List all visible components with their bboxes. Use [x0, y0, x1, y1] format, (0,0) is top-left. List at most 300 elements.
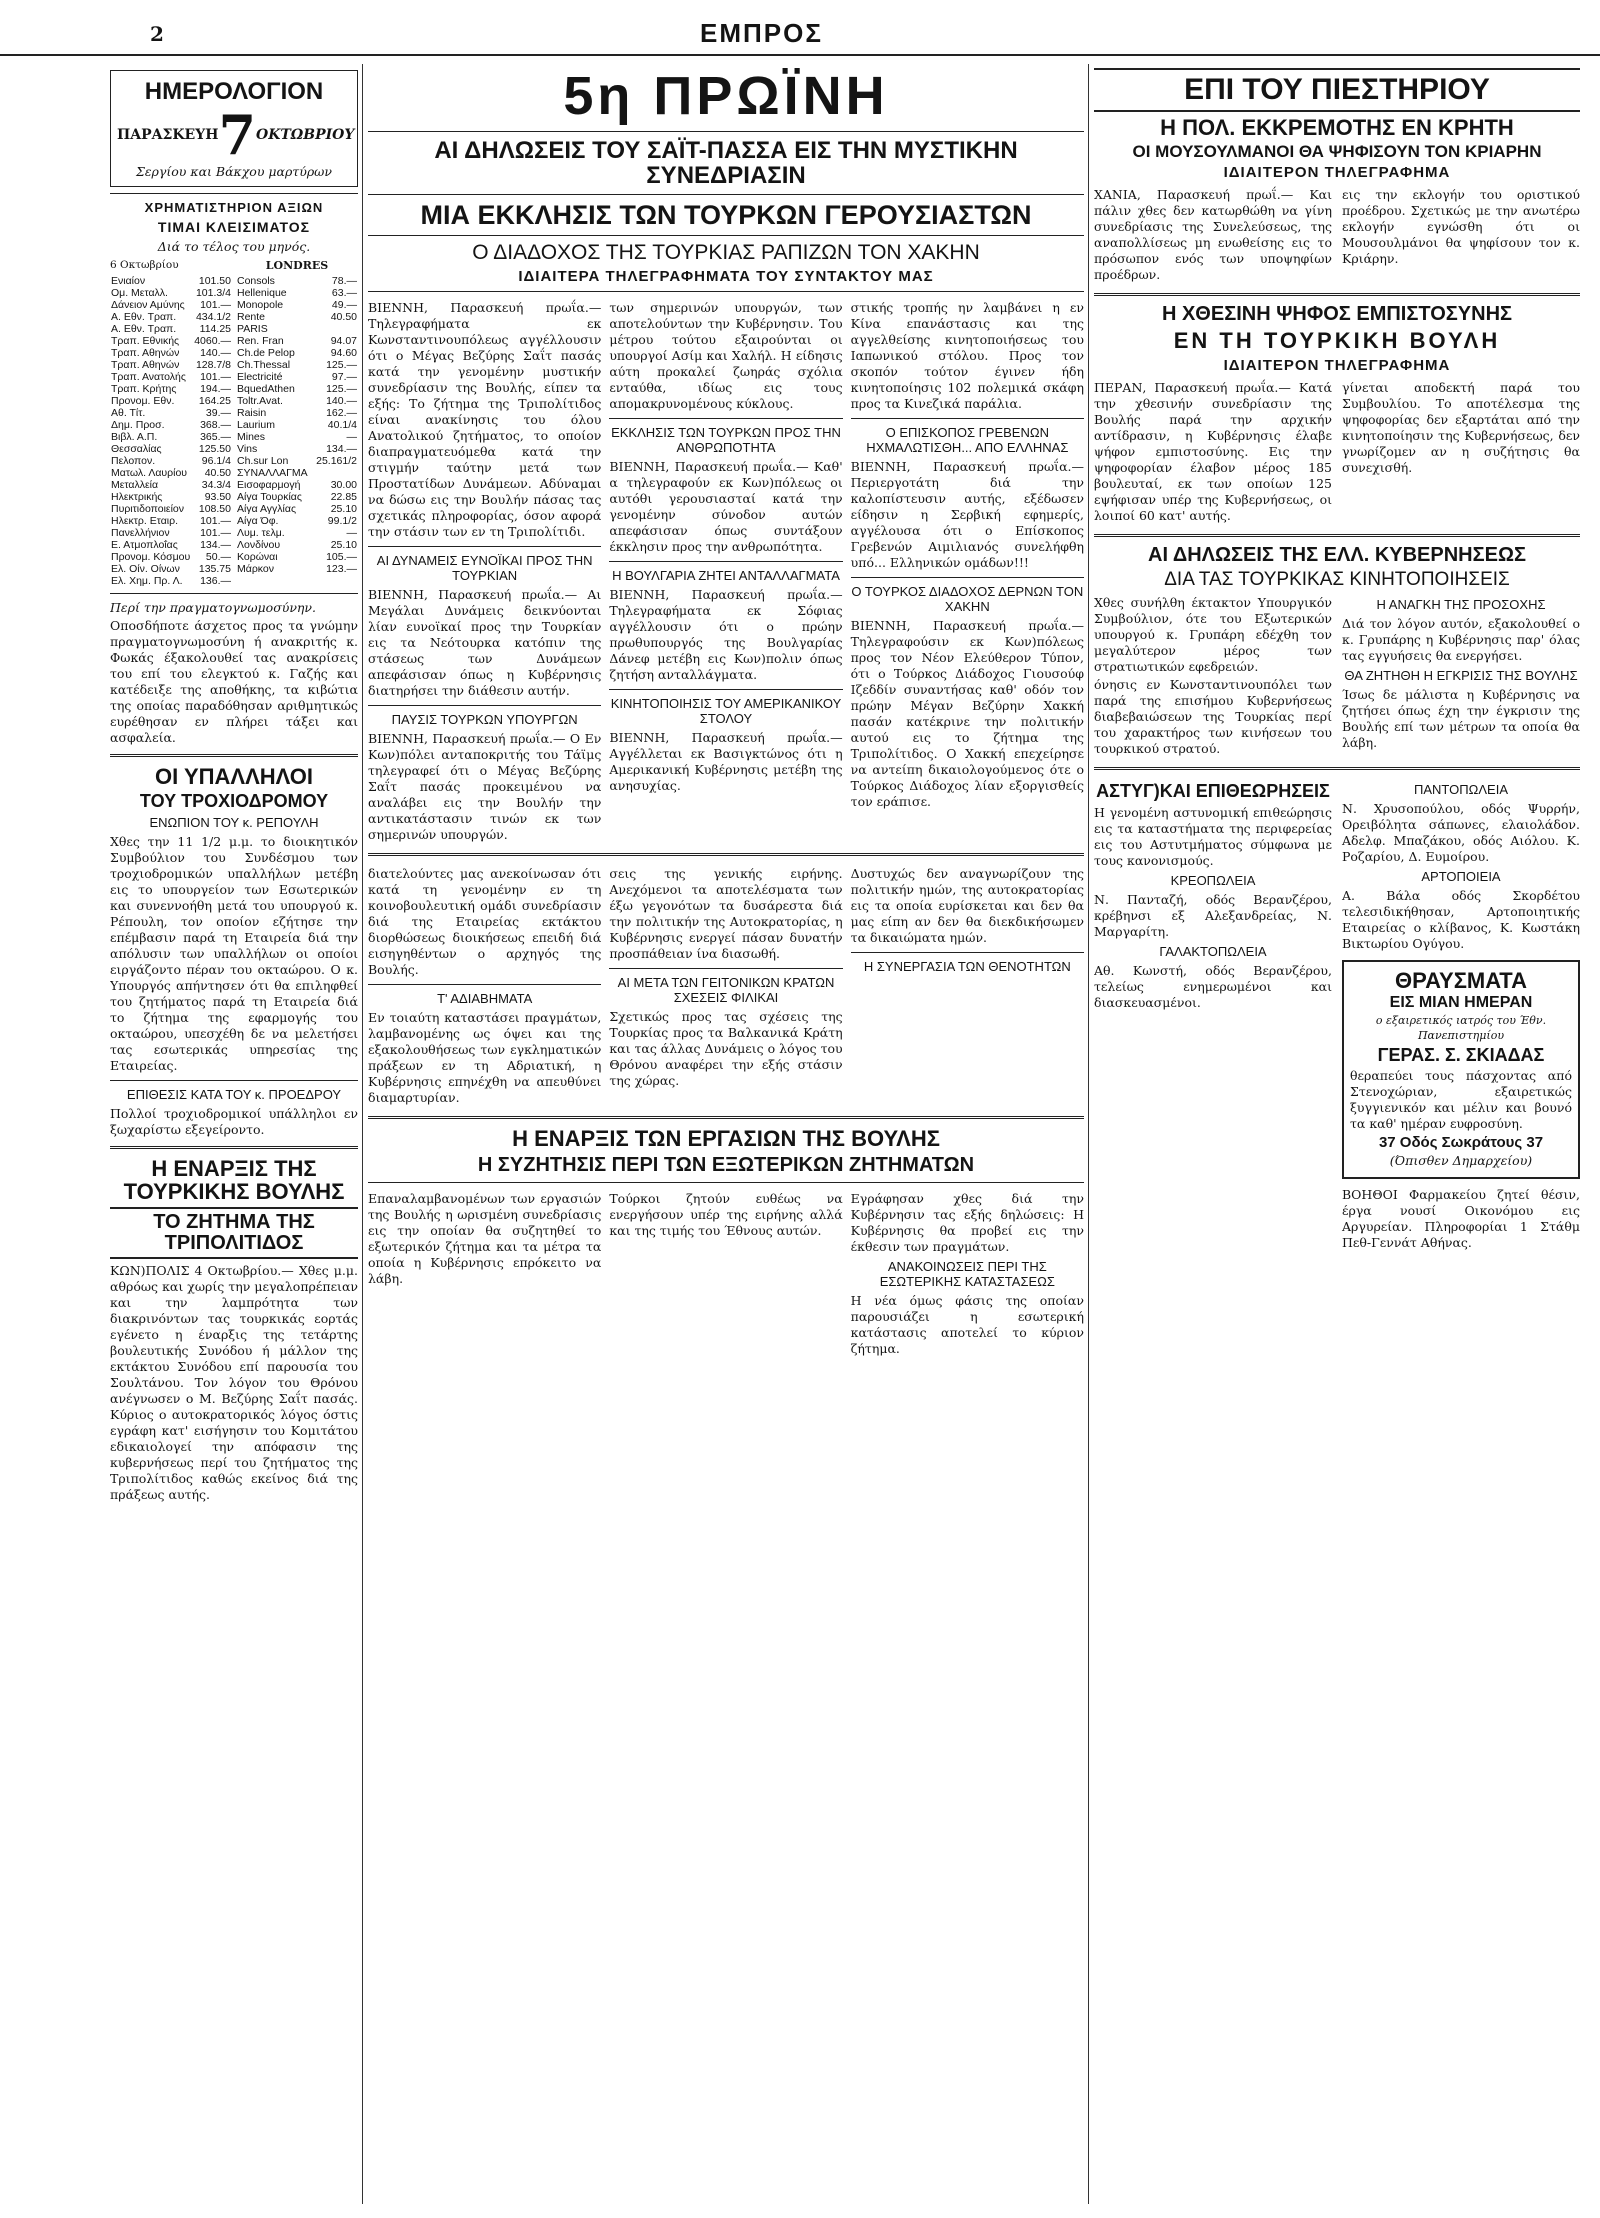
main-story-col-3 — [851, 298, 1084, 845]
rate-row — [110, 359, 232, 371]
rate-label: Ομ. Μεταλλ. — [111, 286, 168, 299]
attack-text: Πολλοί τροχιοδρομικοί υπάλληλοι εν ξωχαρίστω εξεγείροντο. — [110, 1105, 358, 1137]
heir-heading: Ο ΤΟΥΡΚΟΣ ΔΙΑΔΟΧΟΣ ΔΕΡΝΩΝ ΤΟΝ ΧΑΚΗΝ — [851, 584, 1084, 615]
rate-row — [236, 311, 358, 323]
rate-value: 63.— — [331, 287, 357, 300]
rate-label: Προνομ. Κόσμου — [111, 550, 191, 563]
main-subheadline-1: ΜΙΑ ΕΚΚΛΗΣΙΣ ΤΩΝ ΤΟΥΡΚΩΝ ΓΕΡΟΥΣΙΑΣΤΩΝ — [420, 200, 1032, 231]
assembly-text-1: Επαναλαμβανομένων των εργασιών της Βουλής η ωρισμένη συνεδρίασις εις την οποίαν θα συζητηθεί το εξωτερικόν ζήτημα και τα μέτρα τα οποία η Κυβέρνησις επρόκειτο να λάβη. — [368, 1190, 602, 1286]
divider — [110, 1146, 358, 1149]
rate-value — [313, 467, 358, 479]
rate-label: Ch.de Pelop — [237, 347, 295, 360]
ministers-heading: ΠΑΥΣΙΣ ΤΟΥΡΚΩΝ ΥΠΟΥΡΓΩΝ — [391, 712, 578, 728]
china-text: στικής τροπής ην λαμβάνει η εν Κίνα επανάστασις και της αγγελθείσης κινητοποιήσεως του Ιαπωνικού στόλου. Προς τον σκοπόν τούτον έγινεν ήδη κινητοποίησις 102 πολεμικά σκάφη προς τα Κινεζικά παράλια. — [850, 300, 1084, 412]
main-story-col-2 — [609, 298, 842, 845]
rate-label: Ηλεκτρικής — [111, 490, 163, 503]
calendar-date — [117, 103, 355, 168]
rate-label: Τραπ. Ανατολής — [111, 370, 186, 383]
ad-line-1: ΕΙΣ ΜΙΑΝ ΗΜΕΡΑΝ — [1389, 994, 1533, 1012]
approval-text: Ίσως δε μάλιστα η Κυβέρνησις να ζητήσει όπως έχη την έγκρισιν της Βουλής επί των μέτρων τα οποία θα λάβη. — [1342, 687, 1580, 751]
edition-overline: 5η ΠΡΩΪΝΗ — [563, 66, 889, 126]
rate-row — [110, 299, 232, 311]
bishop-heading: Ο ΕΠΙΣΚΟΠΟΣ ΓΡΕΒΕΝΩΝ ΗΧΜΑΛΩΤΙΣΘΗ... ΑΠΟ ΕΛΛΗΝΑΣ — [866, 425, 1069, 456]
rate-row — [236, 359, 358, 371]
rate-label: Δημ. Προσ. — [111, 418, 165, 431]
newspaper-title: ΕΜΠΡΟΣ — [700, 18, 823, 48]
rate-row — [110, 491, 232, 503]
divider — [368, 131, 1084, 132]
rate-row — [236, 539, 358, 551]
rate-value: 93.50 — [204, 490, 231, 503]
press-banner: ΕΠΙ ΤΟΥ ΠΙΕΣΤΗΡΙΟΥ — [1094, 68, 1580, 112]
appeal-text: ΒΙΕΝΝΗ, Παρασκευή πρωΐα.— Καθ' α τηλεγραφούν εκ Κων)πόλεως οι αυτόθι γερουσιασταί κατά την γενομένην σύνοδον αυτών απεφάσισαν όπως συντάξουν έκκλησιν προς την ανθρωπότητα. — [609, 459, 843, 555]
rate-value: 164.25 — [198, 394, 231, 407]
rate-value: 99.1/2 — [327, 515, 357, 528]
rate-label: Εισοφαρμογή — [237, 479, 301, 492]
divider — [368, 853, 1084, 856]
divider — [609, 561, 842, 562]
rate-label: Mines — [237, 431, 266, 444]
rate-label: Ματωλ. Λαυρίου — [111, 466, 188, 479]
rate-row — [236, 491, 358, 503]
rate-row — [110, 395, 232, 407]
inspections-text: Η γενομένη αστυνομική επιθεώρησις εις τα καταστήματα της περιφερείας εις του Αστυτμήματος σύμφωνα με τους κανονισμούς. — [1094, 805, 1332, 869]
rate-row — [236, 407, 358, 419]
rate-value: 78.— — [331, 275, 357, 288]
divider — [110, 1080, 358, 1081]
calendar-month: ΟΚΤΩΒΡΙΟΥ — [256, 127, 355, 144]
rate-label: Τραπ. Εθνικής — [111, 334, 180, 347]
rate-value: 368.— — [200, 418, 231, 431]
rate-row — [110, 515, 232, 527]
continuation-text: των σημερινών υπουργών, των αποτελούντων την Κυβέρνησιν. Του μέτρου τούτου εξαιρούνται οι υπουργοί Ασίμ και Χαλήλ. Η είδησις αύτη προκαλεί ζωηράς σχόλια ενταύθα, ιδίως εις τους απομακρυνομένους κύκλους. — [609, 300, 843, 412]
rate-value: 94.60 — [330, 347, 357, 360]
rate-row — [236, 275, 358, 287]
confidence-headline: Η ΧΘΕΣΙΝΗ ΨΗΦΟΣ ΕΜΠΙΣΤΟΣΥΝΗΣ — [1161, 303, 1513, 326]
rate-row — [110, 455, 232, 467]
rate-row — [110, 287, 232, 299]
rate-value: 96.1/4 — [201, 454, 231, 467]
rate-value: 30.00 — [330, 479, 357, 492]
middle-story-columns — [368, 864, 1084, 1108]
rate-row — [110, 311, 232, 323]
crete-columns — [1094, 185, 1580, 285]
divider — [110, 593, 358, 594]
rate-row — [236, 503, 358, 515]
appeal-heading: ΕΚΚΛΗΣΙΣ ΤΩΝ ΤΟΥΡΚΩΝ ΠΡΟΣ ΤΗΝ ΑΝΘΡΩΠΟΤΗΤΑ — [611, 425, 841, 456]
rate-label: Ε. Ατμοπλοΐας — [111, 538, 178, 551]
masthead — [0, 14, 1600, 56]
rate-label: Πελοπον. — [111, 454, 156, 467]
grocers-text: Ν. Χρυσοπούλου, οδός Ψυρρήν, Ορειβόλητα σάπωνες, ελαιολάδον. Αδελφ. Μπαζάκου, οδός Αιόλου. Κ. Ροζαρίου, Δ. Ευμοίρου. — [1342, 801, 1580, 865]
dairies-text: Αθ. Κωνστή, οδός Βερανζέρου, τελείως ενημερωμένοι και διασκευασμένοι. — [1094, 963, 1332, 1011]
divider — [609, 689, 842, 690]
middle-text-c: Δυστυχώς δεν αναγνωρίζουν της πολιτικήν ημών, της αυτοκρατορίας εις τα οποία ευρίσκεται και δεν θα μας είπη αν δεν θα διεκδικήσωμεν τα δικαιώματα ημών. — [850, 866, 1084, 946]
middle-col-3 — [851, 864, 1084, 1108]
rate-label: Α. Εθν. Τραπ. — [111, 322, 177, 335]
rate-value: 128.7/8 — [195, 358, 231, 371]
main-subheadline-3: ΙΔΙΑΙΤΕΡΑ ΤΗΛΕΓΡΑΦΗΜΑΤΑ ΤΟΥ ΣΥΝΤΑΚΤΟΥ ΜΑΣ — [518, 268, 934, 286]
rate-row — [110, 431, 232, 443]
rate-row — [110, 419, 232, 431]
rate-row — [236, 455, 358, 467]
rate-row — [110, 443, 232, 455]
rate-row — [236, 551, 358, 563]
rate-row — [236, 431, 358, 443]
rate-label: Αθ. Τίτ. — [111, 406, 146, 419]
rate-label: Αίγα Όφ. — [237, 515, 279, 528]
crete-tag: ΙΔΙΑΙΤΕΡΟΝ ΤΗΛΕΓΡΑΦΗΜΑ — [1223, 164, 1451, 182]
rate-label: Θεσσαλίας — [111, 442, 162, 455]
main-headline: ΑΙ ΔΗΛΩΣΕΙΣ ΤΟΥ ΣΑΪΤ-ΠΑΣΣΑ ΕΙΣ ΤΗΝ ΜΥΣΤΙΚΗΝ ΣΥΝΕΔΡΙΑΣΙΝ — [434, 136, 1018, 189]
rate-value: 105.— — [326, 551, 357, 564]
rate-label: Κορώναι — [237, 551, 278, 564]
rate-value: 123.— — [326, 563, 357, 576]
assembly-col-3 — [851, 1189, 1084, 1359]
heir-text: ΒΙΕΝΝΗ, Παρασκευή πρωΐα.— Τηλεγραφούσιν εκ Κων)πόλεως προς τον Νέον Ελεύθερον Τύπον, ότι ο Τούρκος Διάδοχος Γιουσούφ Ιζεδδίν συναντήσας καθ' οδόν τον πρώην Μέγαν Βεζύρην Χακκή πασάν κατέκρινε την πολιτικήν αυτού εις το ζήτημα της Τριπολίτιδος. Ο Χακκή επεχείρησε να αντείπη δικαιολογούμενος ότε ο Τούρκος Διάδοχος λίαν εξοργισθείς τον εράπισε. — [850, 618, 1084, 810]
rate-row — [110, 551, 232, 563]
rate-row — [236, 383, 358, 395]
rate-label: PARIS — [237, 323, 268, 336]
divider — [851, 418, 1084, 419]
rate-row — [110, 275, 232, 287]
rate-value: 50.— — [205, 550, 231, 563]
rate-value: 101.50 — [198, 274, 231, 287]
listings-col-1 — [1094, 778, 1332, 1252]
rates-date: 6 Οκτωβρίου — [110, 259, 179, 272]
ad-address-2: (Όπισθεν Δημαρχείου) — [1389, 1152, 1533, 1168]
confidence-text: ΠΕΡΑΝ, Παρασκευή πρωΐα.— Κατά την χθεσινήν συνεδρίασιν της Βουλής παρά την αρχικήν αντίδρασιν, η Κυβέρνησις έλαβε ψήφον εμπιστοσύνης. Εις την ψηφοφορίαν έλαβον μέρος 185 βουλευταί, εκ των οποίων 125 εψήφισαν υπέρ της Κυβερνήσεως, οι λοιποί 60 κατ' αυτής. — [1094, 379, 1332, 523]
ministers-text: ΒΙΕΝΝΗ, Παρασκευή πρωΐα.— Ο Εν Κων)πόλει ανταποκριτής του Τάϊμς τηλεγραφεί ότι ο Μέγας Βεζύρης Σαΐτ πασάς προκειμένου να αναλάβει εις την Βουλήν την αντικατάστασιν τινών εκ των σημερινών υπουργών. — [368, 731, 602, 843]
rate-row — [110, 539, 232, 551]
statements-col-1 — [1094, 593, 1332, 759]
butchers-text: Ν. Πανταζή, οδός Βερανζέρου, κρέβηνσι εξ Αλεξανδρείας, Ν. Μαργαρίτη. — [1094, 892, 1332, 940]
rate-row — [236, 371, 358, 383]
middle-text-a: διατελούντες μας ανεκοίνωσαν ότι κατά τη γενομένην εν τη κοινοβουλευτική ομάδι συνεδρίασιν διά της Εταιρείας εκτάκτου διορθώσεως διοικήσεως επειδή διά εισηγηθέντων ο αρχηγός της Βουλής. — [368, 866, 602, 978]
calendar-box — [110, 70, 358, 187]
rate-label: Ch.sur Lon — [237, 455, 289, 468]
assembly-text-3: Εγράφησαν χθες διά την Κυβέρνησιν τας εξής δηλώσεις: Η Κυβέρνησις θα προβεί εις την έκθεσιν των πραγμάτων. — [850, 1190, 1084, 1254]
rate-label: Monopole — [237, 299, 284, 312]
rate-label: Λονδίνου — [237, 539, 281, 552]
rate-row — [110, 335, 232, 347]
rate-value: 101.— — [200, 526, 231, 539]
rate-value: 40.50 — [330, 311, 357, 324]
grocers-heading: ΠΑΝΤΟΠΩΛΕΙΑ — [1413, 782, 1508, 798]
divider — [110, 754, 358, 757]
rate-row — [110, 575, 232, 587]
rate-value: 162.— — [326, 407, 357, 420]
divider — [1094, 767, 1580, 770]
rate-label: Μάρκον — [237, 563, 275, 576]
rate-value: 4060.— — [194, 334, 231, 347]
rate-row — [110, 527, 232, 539]
rates-left-table — [110, 275, 232, 587]
crete-text: ΧΑΝΙΑ, Παρασκευή πρωΐ.— Και πάλιν χθες δεν κατωρθώθη να γίνη συνεδρίασις της Συνελεύσεως, της αναπολλίσεως μη ενωθείσης εις το πρόσωπον ενός των υποψηφίων προέδρων. — [1094, 187, 1332, 283]
bakeries-heading: ΑΡΤΟΠΟΙΕΙΑ — [1421, 869, 1501, 885]
rate-row — [236, 443, 358, 455]
column-center — [368, 64, 1084, 1359]
rate-row — [236, 479, 358, 491]
divider — [851, 952, 1084, 953]
rate-value: 134.— — [326, 443, 357, 456]
page-number: 2 — [150, 22, 164, 46]
assembly-headline: Η ΕΝΑΡΞΙΣ ΤΩΝ ΕΡΓΑΣΙΩΝ ΤΗΣ ΒΟΥΛΗΣ — [512, 1126, 940, 1152]
rate-value: 40.50 — [204, 466, 231, 479]
crete-text-2: εις την εκλογήν του οριστικού προέδρου. Σχετικώς με την ανωτέρω εκλογήν εγνώσθη ότι οι Μουσουλμάνοι θα ψηφίσουν τον κ. Κριάρην. — [1342, 187, 1580, 267]
rates-table — [110, 257, 358, 586]
confidence-text-2: γίνεται αποδεκτή παρά του Συμβουλίου. Το αποτέλεσμα της ψηφοφορίας δεν εξαρτάται από την κινητοποίησιν της Κυβερνήσεως, δεν γνωρίζομεν αν η συζήτησις θα συνεχισθή. — [1342, 379, 1580, 475]
confidence-tag: ΙΔΙΑΙΤΕΡΟΝ ΤΗΛΕΓΡΑΦΗΜΑ — [1223, 356, 1451, 374]
story-title: ΟΙ ΥΠΑΛΛΗΛΟΙ — [155, 763, 313, 789]
inspections-heading: ΑΣΤΥΓ)ΚΑΙ ΕΠΙΘΕΩΡΗΣΕΙΣ — [1096, 781, 1330, 802]
parliament-text: ΚΩΝ)ΠΟΛΙΣ 4 Οκτωβρίου.— Χθες μ.μ. αθρόως και χωρίς την μεγαλοπρέπειαν και την λαμπρότητα των διακρινόντων τας τουρκικάς εορτάς εγένετο η έναρξις της τετάρτης βουλευτικής Συνόδου ή μάλλον της εκτάκτου Συνόδου επί παρουσία του Σουλτάνου. Τον λόγον του Θρόνου ανέγνωσεν ο Μ. Βεζύρης Σαΐτ πασάς. Κύριος ο αυτοκρατορικός λόγος όστις εγράφη κατ' εισήγησιν του Κομιτάτου εδικαιολογεί την απόφασιν της κυβερνήσεως περί του ζητήματος της Τριπολίτιδος καθώς εκείνος διά της πράξεως αυτής. — [110, 1262, 358, 1502]
assembly-subheadline: Η ΣΥΖΗΤΗΣΙΣ ΠΕΡΙ ΤΩΝ ΕΞΩΤΕΡΙΚΩΝ ΖΗΤΗΜΑΤΩΝ — [477, 1153, 975, 1176]
rate-value: 25.10 — [330, 539, 357, 552]
rate-label: Ren. Fran — [237, 335, 284, 348]
neighbors-text: Σχετικώς προς τας σχέσεις της Τουρκίας προς τα Βαλκανικά Κράτη και τας άλλας Δυνάμεις ο λόγος του Θρόνου αναφέρει την εξής στάσιν της χώρας. — [609, 1009, 843, 1089]
rate-value: 365.— — [200, 430, 231, 443]
statements-columns — [1094, 593, 1580, 759]
calendar-heading: ΗΜΕΡΟΛΟΓΙΟΝ — [144, 78, 324, 105]
doctor-advertisement — [1342, 960, 1580, 1178]
calendar-day: 7 — [218, 103, 257, 168]
ad-address: 37 Οδός Σωκράτους 37 — [1378, 1133, 1544, 1151]
rate-label: Δάνειον Αμύνης — [111, 298, 185, 311]
assembly-columns — [368, 1189, 1084, 1359]
statements-text-2: όνησις εν Κωνσταντινουπόλει των παρά της επισήμου Κυβερνήσεως διαβεβαιώσεων της Τουρκίας περί του χαρακτήρος των κινήσεων του τουρκικού στρατού. — [1094, 677, 1332, 757]
rate-label: Προνομ. Εθν. — [111, 394, 175, 407]
rate-value: 39.— — [205, 406, 231, 419]
rate-label: Τραπ. Αθηνών — [111, 346, 180, 359]
rate-label: Μεταλλεία — [111, 478, 159, 491]
story-subtitle-2: ΕΝΩΠΙΟΝ ΤΟΥ κ. ΡΕΠΟΥΛΗ — [149, 814, 319, 830]
rate-value: 22.85 — [330, 491, 357, 504]
tripoli-title: ΤΟ ΖΗΤΗΜΑ ΤΗΣ ΤΡΙΠΟΛΙΤΙΔΟΣ — [110, 1207, 358, 1259]
calendar-saints: Σεργίου και Βάκχου μαρτύρων — [136, 164, 332, 180]
rate-value: — — [346, 527, 357, 540]
fleet-text: ΒΙΕΝΝΗ, Παρασκευή πρωΐα.— Αγγέλλεται εκ Βασιγκτώνος ότι η Αμερικανική Κυβέρνησις μετέβη της ανησυχίας. — [609, 730, 843, 794]
rate-label: BquedAthen — [237, 383, 295, 396]
divider — [368, 1182, 1084, 1183]
middle-col-2 — [609, 864, 842, 1108]
divider — [368, 291, 1084, 292]
rate-value: — — [346, 431, 357, 444]
fleet-heading: ΚΙΝΗΤΟΠΟΙΗΣΙΣ ΤΟΥ ΑΜΕΡΙΚΑΝΙΚΟΥ ΣΤΟΛΟΥ — [610, 696, 842, 727]
main-subheadline-2: Ο ΔΙΑΔΟΧΟΣ ΤΗΣ ΤΟΥΡΚΙΑΣ ΡΑΠΙΖΩΝ ΤΟΝ ΧΑΚΗΝ — [472, 241, 980, 265]
ad-title: ΘΡΑΥΣΜΑΤΑ — [1395, 968, 1527, 994]
rates-subheading: ΤΙΜΑΙ ΚΛΕΙΣΙΜΑΤΟΣ — [157, 219, 311, 236]
notice-text: Οποσδήποτε άσχετος προς τα γνώμην πραγματογνωμοσύνη ή ανακριτής κ. Φωκάς έξακολουθεί τας ανακρίσεις του επί του ελεγκτού κ. Γαζής και κατέδειξε της αποθήκης, τα κιβώτια της οποίας παραδόθησαν αριθμητικώς ευρέθησαν εν πλήρει τάξει και ασφαλεία. — [110, 617, 358, 745]
divider — [1094, 534, 1580, 537]
rate-value: 101.— — [200, 370, 231, 383]
parliament-title: Η ΕΝΑΡΞΙΣ ΤΗΣ ΤΟΥΡΚΙΚΗΣ ΒΟΥΛΗΣ — [123, 1155, 345, 1204]
rate-row — [236, 515, 358, 527]
rate-value: 114.25 — [199, 322, 231, 335]
internal-heading: ΑΝΑΚΟΙΝΩΣΕΙΣ ΠΕΡΙ ΤΗΣ ΕΣΩΤΕΡΙΚΗΣ ΚΑΤΑΣΤΑΣΕΩΣ — [879, 1258, 1055, 1289]
rates-right-table — [236, 275, 358, 575]
attention-heading: Η ΑΝΑΓΚΗ ΤΗΣ ΠΡΟΣΟΧΗΣ — [1376, 597, 1546, 613]
dairies-heading: ΓΑΛΑΚΤΟΠΩΛΕΙΑ — [1159, 944, 1267, 960]
rate-value: 125.— — [326, 359, 357, 372]
rate-label: Αίγα Αγγλίας — [237, 503, 297, 516]
rate-row — [110, 383, 232, 395]
middle-col-1 — [368, 864, 601, 1108]
butchers-heading: ΚΡΕΟΠΩΛΕΙΑ — [1170, 873, 1256, 889]
divider — [368, 194, 1084, 195]
rate-value: 40.1/4 — [327, 419, 357, 432]
powers-text: ΒΙΕΝΝΗ, Παρασκευή πρωΐα.— Αι Μεγάλαι Δυνάμεις δεικνύονται λίαν ευνοϊκαί προς την Τουρκίαν εις τα Νεότουρκα κατόπιν της στάσεως των Δυνάμεων απεφάσισαν όπως η Κυβέρνησις διατηρήσει την διάθεσιν αυτήν. — [368, 587, 602, 699]
rate-label: Laurium — [237, 419, 275, 432]
calendar-weekday: ΠΑΡΑΣΚΕΥΗ — [117, 127, 219, 144]
demarches-heading: Τ' ΑΔΙΑΒΗΜΑΤΑ — [437, 991, 533, 1007]
rate-value: 101.3/4 — [195, 286, 231, 299]
rate-row — [236, 563, 358, 575]
rate-label: Raisin — [237, 407, 267, 420]
divider — [368, 235, 1084, 236]
bishop-text: ΒΙΕΝΝΗ, Παρασκευή πρωΐα.— Περιεργοτάτη διά την καλοπίστευσιν αυτής, εξέδωσεν είδησιν η Σερβική εφημερίς, αγγέλουσα ότι ο Επίσκοπος Γρεβενών Αιμιλιανός συνελήφθη υπό... Ελληνικών ομάδων!!! — [850, 459, 1084, 571]
rate-label: Electricité — [237, 371, 283, 384]
main-story-text: ΒΙΕΝΝΗ, Παρασκευή πρωΐα.— Τηλεγραφήματα εκ Κωνσταντινουπόλεως αγγέλλουσιν ότι ο Μέγας Βεζύρης Σαΐτ πασάς κατά την γενομένην μυστικήν συνεδρίασιν της Βουλής, είπεν τα εξής: Το ζήτημα της Τριπολίτιδος είναι ανακίνησις του όλου Ανατολικού ζητήματος, το οποίον διαπραγματευόμεθα κατά την στιγμήν ταύτην μετά των Προστατίδων Δυνάμεων. Αδύναμαι να δώσω εις την Βουλήν πάσας τας σχετικάς πληροφορίας, όσον αφορά την στάσιν των εν τη Τριπολίτιδι. — [368, 300, 602, 540]
powers-heading: ΑΙ ΔΥΝΑΜΕΙΣ ΕΥΝΟΪΚΑΙ ΠΡΟΣ ΤΗΝ ΤΟΥΡΚΙΑΝ — [376, 553, 593, 584]
main-story-columns — [368, 298, 1084, 845]
rate-row — [110, 503, 232, 515]
ad-line-3: ΓΕΡΑΣ. Σ. ΣΚΙΑΔΑΣ — [1377, 1044, 1545, 1065]
rates-heading: ΧΡΗΜΑΤΙΣΤΗΡΙΟΝ ΑΞΙΩΝ — [144, 200, 324, 216]
divider — [609, 968, 842, 969]
statements-text: Χθες συνήλθη έκτακτον Υπουργικόν Συμβούλιον, ότε του Εξωτερικών υπουργού κ. Γρυπάρη εδέχθη τον μεγαλύτερον μέρος των στρατιωτικών εφεδρειών. — [1094, 595, 1332, 675]
rate-label: Consols — [237, 275, 275, 288]
rate-row — [236, 287, 358, 299]
rate-value: 25.10 — [330, 503, 357, 516]
internal-text: Η νέα όμως φάσις της οποίαν παρουσιάζει η εσωτερική κατάστασις αποτελεί το κύριον ζήτημα. — [850, 1292, 1084, 1356]
rate-value: 49.— — [331, 299, 357, 312]
rate-row — [110, 479, 232, 491]
rate-label: Hellenique — [237, 287, 287, 300]
rate-value: 25.161/2 — [316, 455, 357, 468]
ad-text: θεραπεύει τους πάσχοντας από Στενοχώριαν, εξαιρετικώς ξυγγιενικόν και μέλιν και βουνό τα καθ' ημέραν ευφροσύνη. — [1350, 1067, 1572, 1131]
rate-label: Α. Εθν. Τραπ. — [111, 310, 177, 323]
rate-value: 194.— — [200, 382, 231, 395]
rate-row — [110, 407, 232, 419]
rate-label: Ηλεκτρ. Εταιρ. — [111, 514, 179, 527]
rate-row — [236, 347, 358, 359]
rate-row — [110, 347, 232, 359]
rate-label: Ch.Thessal — [237, 359, 291, 372]
confidence-subheadline: ΕΝ ΤΗ ΤΟΥΡΚΙΚΗ ΒΟΥΛΗ — [1173, 328, 1501, 354]
attention-text: Διά τον λόγον αυτόν, εξακολουθεί ο κ. Γρυπάρης η Κυβέρνησις παρ' όλας τας εγγυήσεις θα ενεργήσει. — [1342, 616, 1580, 664]
rates-note: Διά το τέλος του μηνός. — [157, 239, 311, 255]
column-right — [1094, 64, 1580, 1253]
crete-headline: Η ΠΟΛ. ΕΚΚΡΕΜΟΤΗΣ ΕΝ ΚΡΗΤΗ — [1160, 114, 1514, 140]
column-divider — [362, 64, 363, 2204]
rates-right-heading: LONDRES — [265, 259, 329, 273]
rate-row — [110, 563, 232, 575]
rate-value: 97.— — [331, 371, 357, 384]
rate-row — [236, 299, 358, 311]
rate-value: 94.07 — [330, 335, 357, 348]
rate-value: 101.— — [200, 298, 231, 311]
column-left — [110, 64, 358, 1505]
rate-value: 140.— — [326, 395, 357, 408]
rate-label: Toltr.Avat. — [237, 395, 283, 408]
footer-notice: ΒΟΗΘΟΙ Φαρμακείου ζητεί θέσιν, έργα νουσί Οικονόμου εις Αργυρείαν. Πληροφορίαι 1 Στάθμ Πεθ-Γεννάτ Αθήνας. — [1342, 1186, 1580, 1250]
divider — [110, 193, 358, 194]
divider — [368, 1116, 1084, 1119]
main-story-col-1 — [368, 298, 601, 845]
listings-columns — [1094, 778, 1580, 1252]
rate-label: Vins — [237, 443, 258, 456]
rate-row — [236, 527, 358, 539]
rate-value: 101.— — [200, 514, 231, 527]
rate-label: Τραπ. Αθηνών — [111, 358, 180, 371]
rate-label: Λυμ. τελμ. — [237, 527, 285, 540]
rate-row — [236, 419, 358, 431]
divider — [368, 546, 601, 547]
bakeries-text: Α. Βάλα οδός Σκορδέτου τελεσιδικήθησαν, Αρτοποιητικής Εταιρείας ο κλίβανος, Κ. Κωστάκη Βικτωρίου Ογύγου. — [1342, 888, 1580, 952]
rate-value: 125.50 — [198, 442, 231, 455]
rate-row — [110, 323, 232, 335]
rate-row — [236, 323, 358, 335]
column-divider — [1088, 64, 1089, 2204]
rate-value — [313, 323, 358, 335]
rate-value: 125.— — [326, 383, 357, 396]
middle-text-b: σεις της γενικής ειρήνης. Ανεχόμενοι τα αποτελέσματα των έξω γεγονότων τα δυσάρεστα διά την πολιτικήν της Αυτοκρατορίας, η Κυβέρνησις ενεργεί πάσαν δυνατήν προσπάθειαν ίνα διασωθή. — [609, 866, 843, 962]
demarches-text: Εν τοιαύτη καταστάσει πραγμάτων, λαμβανομένης ως όψει και της εξακολουθήσεως των εγκληματικών πράξεων εν τη Αδριατική, η Κυβέρνησις επηνέχθη να απευθύνει διαμαρτυρίαν. — [368, 1010, 602, 1106]
attack-title: ΕΠΙΘΕΣΙΣ ΚΑΤΑ ΤΟΥ κ. ΠΡΟΕΔΡΟΥ — [126, 1086, 342, 1102]
approval-heading: ΘΑ ΖΗΤΗΘΗ Η ΕΓΚΡΙΣΙΣ ΤΗΣ ΒΟΥΛΗΣ — [1344, 668, 1578, 684]
divider — [609, 418, 842, 419]
rate-label: Ελ. Χημ. Πρ. Λ. — [111, 574, 183, 587]
rate-row — [110, 371, 232, 383]
ad-line-2: ο εξαιρετικός ιατρός του Έθν. Πανεπιστημίου — [1375, 1014, 1547, 1042]
cooperation-heading: Η ΣΥΝΕΡΓΑΣΙΑ ΤΩΝ ΘΕΝΟΤΗΤΩΝ — [863, 959, 1071, 975]
rate-value: 108.50 — [198, 502, 231, 515]
divider — [368, 705, 601, 706]
rate-row — [236, 467, 358, 479]
rate-label: Ενιαίον — [111, 274, 146, 287]
rate-value: 135.75 — [198, 562, 231, 575]
statements-subheadline: ΔΙΑ ΤΑΣ ΤΟΥΡΚΙΚΑΣ ΚΙΝΗΤΟΠΟΙΗΣΕΙΣ — [1164, 568, 1510, 590]
rate-value: 134.— — [200, 538, 231, 551]
crete-subheadline: ΟΙ ΜΟΥΣΟΥΛΜΑΝΟΙ ΘΑ ΨΗΦΙΣΟΥΝ ΤΟΝ ΚΡΙΑΡΗΝ — [1132, 141, 1542, 161]
divider — [1094, 293, 1580, 296]
bulgaria-text: ΒΙΕΝΝΗ, Παρασκευή πρωΐα.— Τηλεγραφήματα εκ Σόφιας αγγέλλουσιν ότι ο πρώην πρωθυπουργός της Βουλγαρίας Δάνεφ μετέβη εις Κων)πολιν όπως ζητήση ανταλλάγματα. — [609, 587, 843, 683]
divider — [851, 577, 1084, 578]
rate-value: 136.— — [200, 574, 231, 587]
rate-label: Τραπ. Κρήτης — [111, 382, 177, 395]
rate-row — [110, 467, 232, 479]
rate-label: Πανελλήνιον — [111, 526, 170, 539]
statements-col-2 — [1342, 593, 1580, 759]
rates-footnote: Περί την πραγματογνωμοσύνην. — [110, 599, 316, 615]
rate-label: Αίγα Τουρκίας — [237, 491, 302, 504]
rate-label: Πυριτιδοποιείον — [111, 502, 185, 515]
divider — [368, 984, 601, 985]
story-text: Χθες την 11 1/2 μ.μ. το διοικητικόν Συμβούλιον του Συνδέσμου των τροχιοδρομικών υπαλλήλων μετέβη εις το υπουργείον των Εσωτερικών και συνεννοήθη μετά του υπουργού κ. Ρέπουλη, τον οποίον εζήτησε την επέμβασιν παρά τη Εταιρεία διά την απόλυσιν των υπαλλήλων οι οποίοι ειργάζοντο πέραν του οκταώρου. Ο κ. Υπουργός απήντησεν ότι θα επιληφθεί του ζητήματος παρά τη Εταιρεία διά το ζήτημα της εφαρμογής του οκταώρου, υπεσχέθη δε να μελετήσει τας εσωτερικάς υπηρεσίας της Εταιρείας. — [110, 833, 358, 1073]
rate-label: ΣΥΝΑΛΛΑΓΜΑ — [237, 467, 308, 480]
assembly-text-2: Τούρκοι ζητούν ευθέως να ενεργήσουν υπέρ της ειρήνης αλλά και της τιμής του Έθνους αυτών. — [609, 1190, 843, 1238]
rate-row — [236, 335, 358, 347]
listings-col-2 — [1342, 778, 1580, 1252]
rate-value: 140.— — [200, 346, 231, 359]
rate-label: Βιβλ. Α.Π. — [111, 430, 158, 443]
confidence-columns — [1094, 378, 1580, 526]
rate-row — [236, 395, 358, 407]
statements-headline: ΑΙ ΔΗΛΩΣΕΙΣ ΤΗΣ ΕΛΛ. ΚΥΒΕΡΝΗΣΕΩΣ — [1148, 543, 1526, 566]
bulgaria-heading: Η ΒΟΥΛΓΑΡΙΑ ΖΗΤΕΙ ΑΝΤΑΛΛΑΓΜΑΤΑ — [612, 568, 840, 584]
neighbors-heading: ΑΙ ΜΕΤΑ ΤΩΝ ΓΕΙΤΟΝΙΚΩΝ ΚΡΑΤΩΝ ΣΧΕΣΕΙΣ ΦΙΛΙΚΑΙ — [617, 975, 835, 1006]
